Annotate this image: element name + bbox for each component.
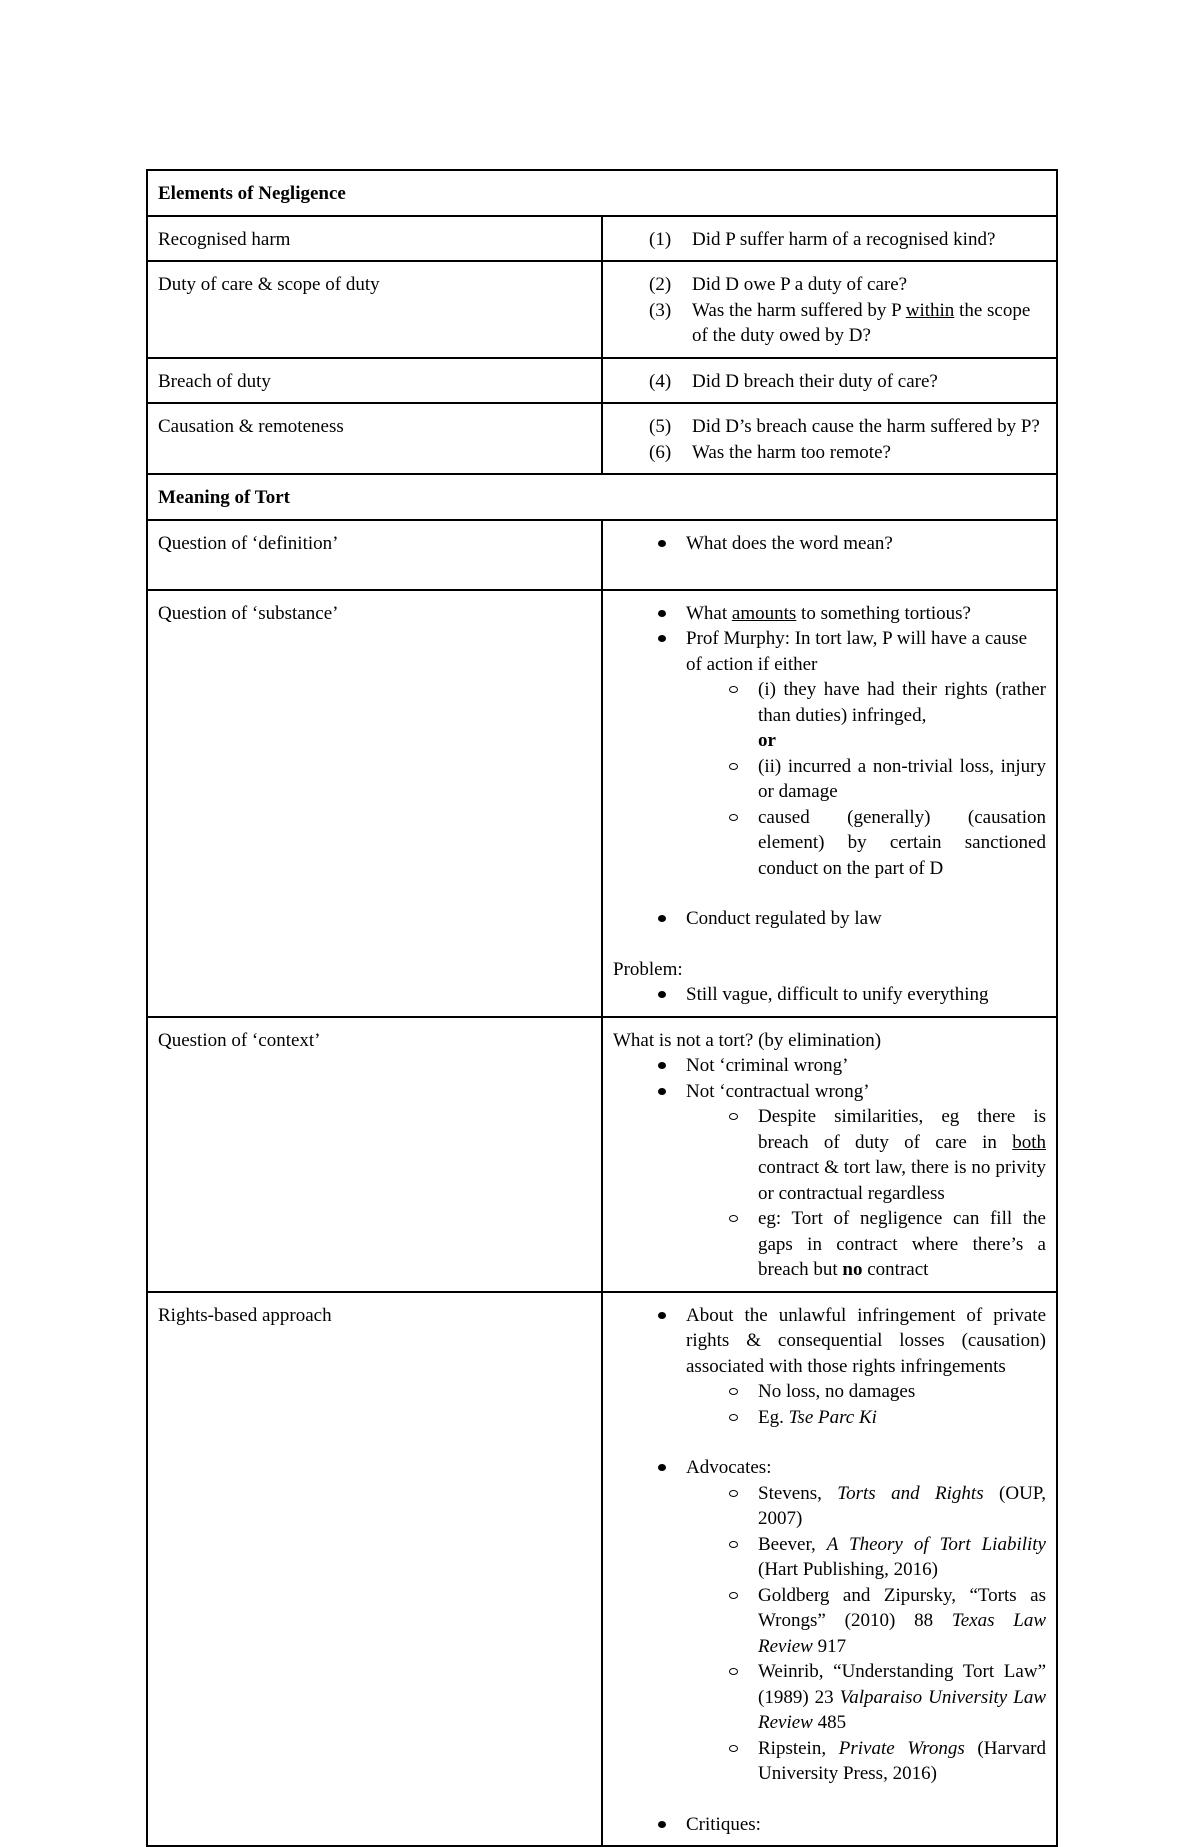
row-content (602, 261, 1057, 358)
bullet-item: Conduct regulated by law (613, 906, 1046, 932)
bullet-item: Still vague, difficult to unify everything (613, 982, 1046, 1008)
section-title-negligence: Elements of Negligence (147, 170, 1057, 216)
row-label: Question of ‘definition’ (147, 520, 602, 590)
row-content (602, 216, 1057, 262)
sub-bullet-item: caused (generally) (causation element) by certain sanctioned conduct on the part of D (613, 805, 1046, 882)
bullet-item: About the unlawful infringement of private rights & consequential losses (causation) associated with those rights infringements No loss, no damages Eg. Tse Parc Ki (613, 1303, 1046, 1431)
row-label: Rights-based approach (147, 1292, 602, 1847)
bullet-item: Not ‘contractual wrong’ Despite similarities, eg there is breach of duty of care in both contract & tort law, there is no privity or contractual regardless eg: Tort of negligence can fill the gaps in contract where there’s a breach but no contract (613, 1079, 1046, 1283)
table-row (147, 261, 1057, 358)
table-row (147, 1292, 1057, 1847)
sub-bullet-item: Goldberg and Zipursky, “Torts as Wrongs” (2010) 88 Texas Law Review 917 (613, 1583, 1046, 1660)
sub-bullet-item: Beever, A Theory of Tort Liability (Hart Publishing, 2016) (613, 1532, 1046, 1583)
list-item: (1) Did P suffer harm of a recognised kind? (649, 228, 996, 250)
table-row (147, 520, 1057, 590)
list-item: (2) Did D owe P a duty of care? (649, 274, 908, 295)
row-label: Breach of duty (147, 358, 602, 404)
bullet-item: What amounts to something tortious? (613, 601, 1046, 627)
row-content (602, 520, 1057, 590)
bullet-item: Critiques: (613, 1812, 1046, 1838)
sub-bullet-item: Stevens, Torts and Rights (OUP, 2007) (613, 1481, 1046, 1532)
bullet-item: What does the word mean? (613, 531, 1046, 557)
bullet-item: Advocates: Stevens, Torts and Rights (OUP, 2007) Beever, A Theory of Tort Liability (Hart Publishing, 2016) Goldberg and Zipursky, “Torts as Wrongs” (2010) 88 Texas Law Review 917 Weinrib, “Understanding Tort Law” (1989) 23 Valparaiso University Law Review 485 Ripstein, Private Wrongs (Harvard University Press, 2016) (613, 1455, 1046, 1787)
sub-bullet-item: (i) they have had their rights (rather than duties) infringed, or (613, 677, 1046, 754)
list-item: (6) Was the harm too remote? (649, 441, 891, 463)
row-label: Duty of care & scope of duty (147, 261, 602, 358)
row-label: Question of ‘substance’ (147, 590, 602, 1017)
table-row (147, 358, 1057, 404)
row-content (602, 403, 1057, 474)
row-label: Question of ‘context’ (147, 1017, 602, 1292)
sub-bullet-item: No loss, no damages (613, 1379, 1046, 1405)
table-row (147, 590, 1057, 1017)
context-intro: What is not a tort? (by elimination) (613, 1029, 882, 1051)
problem-label: Problem: (613, 958, 683, 980)
section-header-row (147, 474, 1057, 520)
sub-bullet-item: Eg. Tse Parc Ki (613, 1405, 1046, 1431)
row-content (602, 358, 1057, 404)
list-item: (5) Did D’s breach cause the harm suffered by P? (649, 416, 1040, 437)
bullet-item: Not ‘criminal wrong’ (613, 1053, 1046, 1079)
list-item: (3) Was the harm suffered by P within the scope of the duty owed by D? (649, 299, 1031, 346)
row-label: Recognised harm (147, 216, 602, 262)
table-row (147, 403, 1057, 474)
row-label: Causation & remoteness (147, 403, 602, 474)
row-content (602, 1292, 1057, 1847)
sub-bullet-item: Weinrib, “Understanding Tort Law” (1989) 23 Valparaiso University Law Review 485 (613, 1659, 1046, 1736)
bullet-item: Prof Murphy: In tort law, P will have a cause of action if either (i) they have had their rights (rather than duties) infringed, or (ii) incurred a non-trivial loss, injury or damage caused (generally) (causation element) by certain sanctioned conduct on the part of D (613, 626, 1046, 881)
notes-table (146, 169, 1058, 1847)
sub-bullet-item: Ripstein, Private Wrongs (Harvard University Press, 2016) (613, 1736, 1046, 1787)
row-content (602, 590, 1057, 1017)
section-title-tort: Meaning of Tort (147, 474, 1057, 520)
row-content (602, 1017, 1057, 1292)
sub-bullet-item: Despite similarities, eg there is breach of duty of care in both contract & tort law, there is no privity or contractual regardless (613, 1104, 1046, 1206)
sub-bullet-item: (ii) incurred a non-trivial loss, injury or damage (613, 754, 1046, 805)
list-item: (4) Did D breach their duty of care? (649, 370, 938, 392)
section-header-row (147, 170, 1057, 216)
table-row (147, 1017, 1057, 1292)
table-row (147, 216, 1057, 262)
sub-bullet-item: eg: Tort of negligence can fill the gaps in contract where there’s a breach but no contract (613, 1206, 1046, 1283)
